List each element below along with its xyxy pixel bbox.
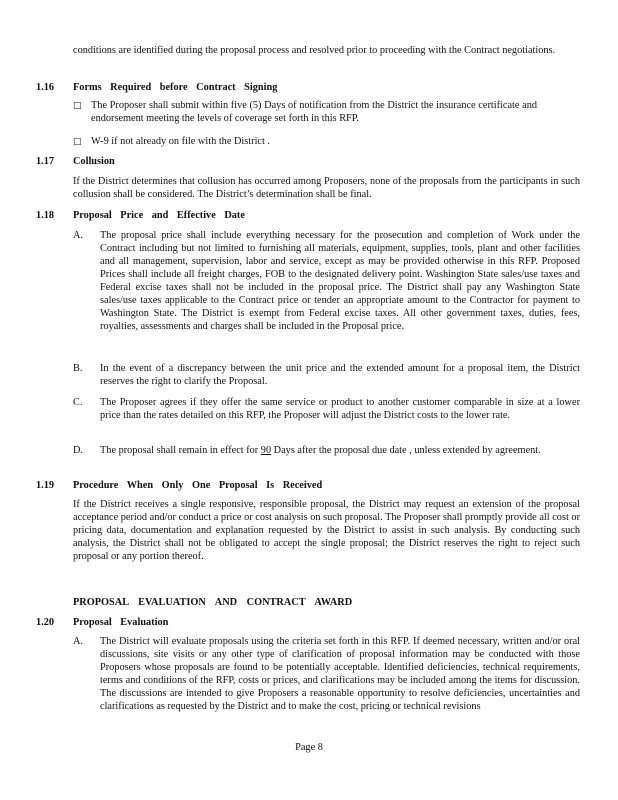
- item-text-price: The proposal price shall include everything necessary for the prosecution and completion of Work under the Contract including but not limited to furnishing all materials, equipment, supplies, tools, plant and other facilities and all management, supervision, labor and service, except as may be provided otherwise in this RFP. Proposed Prices shall include all freight charges, FOB to the designated delivery point. Washington State sales/use taxes and Federal excise taxes shall not be included in the proposal price. The District shall pay any Washington State sales/use taxes applicable to the Contract price or tender an appropriate amount to the Contractor for payment to Washington State. The District is exempt from Federal excise taxes. All other government taxes, duties, fees, royalties, assessments and charges shall be included in the Proposal price.: [100, 230, 580, 332]
- item-text-evaluation: The District will evaluate proposals using the criteria set forth in this RFP. If deemed necessary, written and/or oral discussions, site visits or any other type of clarification of proposal information may be conducted with those Proposers whose proposals are found to be potentially acceptable. Identified deficiencies, technical requirements, terms and conditions of the RFP, costs or prices, and clarifications may be included among the items for discussion. The discussions are intended to give Proposers a reasonable opportunity to resolve deficiencies, uncertainties and clarifications as requested by the District and to make the cost, pricing or technical revisions: [100, 636, 580, 712]
- item-letter: A.: [73, 230, 84, 241]
- item-letter: A.: [73, 636, 84, 647]
- effective-text-before: The proposal shall remain in effect for: [100, 445, 261, 456]
- bullet-icon: □: [73, 101, 82, 111]
- item-letter: B.: [73, 363, 83, 374]
- section-number-1-17: 1.17: [36, 156, 55, 167]
- days-value: 90: [260, 445, 272, 456]
- section-heading-1-18: Proposal Price and Effective Date: [73, 210, 245, 221]
- bullet-icon: □: [73, 137, 82, 147]
- item-text-discrepancy: In the event of a discrepancy between the unit price and the extended amount for a proposal item, the District reserves the right to clarify the Proposal.: [100, 363, 580, 387]
- single-proposal-paragraph: If the District receives a single responsive, responsible proposal, the District may request an extension of the proposal acceptance period and/or conduct a price or cost analysis on such proposal. The Proposer shall promptly provide all cost or pricing data, documentation and explanation requested by the District to assist in such analysis. By conducting such analysis, the District shall not be obligated to accept the single proposal; the District reserves the right to reject such proposal or any portion thereof.: [73, 499, 580, 562]
- section-number-1-19: 1.19: [36, 480, 55, 491]
- effective-text-after: Days after the proposal due date , unless extended by agreement.: [271, 445, 541, 456]
- intro-paragraph: conditions are identified during the proposal process and resolved prior to proceeding with the Contract negotiations.: [73, 45, 556, 56]
- section-number-1-18: 1.18: [36, 210, 55, 221]
- section-heading-1-20: Proposal Evaluation: [73, 617, 169, 628]
- page-number: Page 8: [295, 742, 323, 753]
- item-text-effective: [100, 444, 580, 457]
- section-title: PROPOSAL EVALUATION AND CONTRACT AWARD: [73, 597, 353, 608]
- item-letter: C.: [73, 397, 83, 408]
- item-letter: D.: [73, 445, 84, 456]
- section-number-1-16: 1.16: [36, 82, 55, 93]
- section-heading-1-19: Procedure When Only One Proposal Is Received: [73, 480, 323, 491]
- item-text-lower-rate: The Proposer agrees if they offer the same service or product to another customer comparable in size at a lower price than the rates detailed on this RFP, the Proposer will adjust the District costs to the lower rate.: [100, 397, 580, 421]
- collusion-paragraph: If the District determines that collusion has occurred among Proposers, none of the proposals from the participants in such collusion shall be considered. The District’s determination shall be final.: [73, 176, 580, 200]
- bullet-item-w9: W-9 if not already on file with the District .: [91, 136, 271, 147]
- section-heading-1-16: Forms Required before Contract Signing: [73, 82, 278, 93]
- section-heading-1-17: Collusion: [73, 156, 115, 167]
- section-number-1-20: 1.20: [36, 617, 55, 628]
- bullet-item-insurance: The Proposer shall submit within five (5) Days of notification from the District the insurance certificate and endorsement meeting the levels of coverage set forth in this RFP.: [91, 100, 537, 124]
